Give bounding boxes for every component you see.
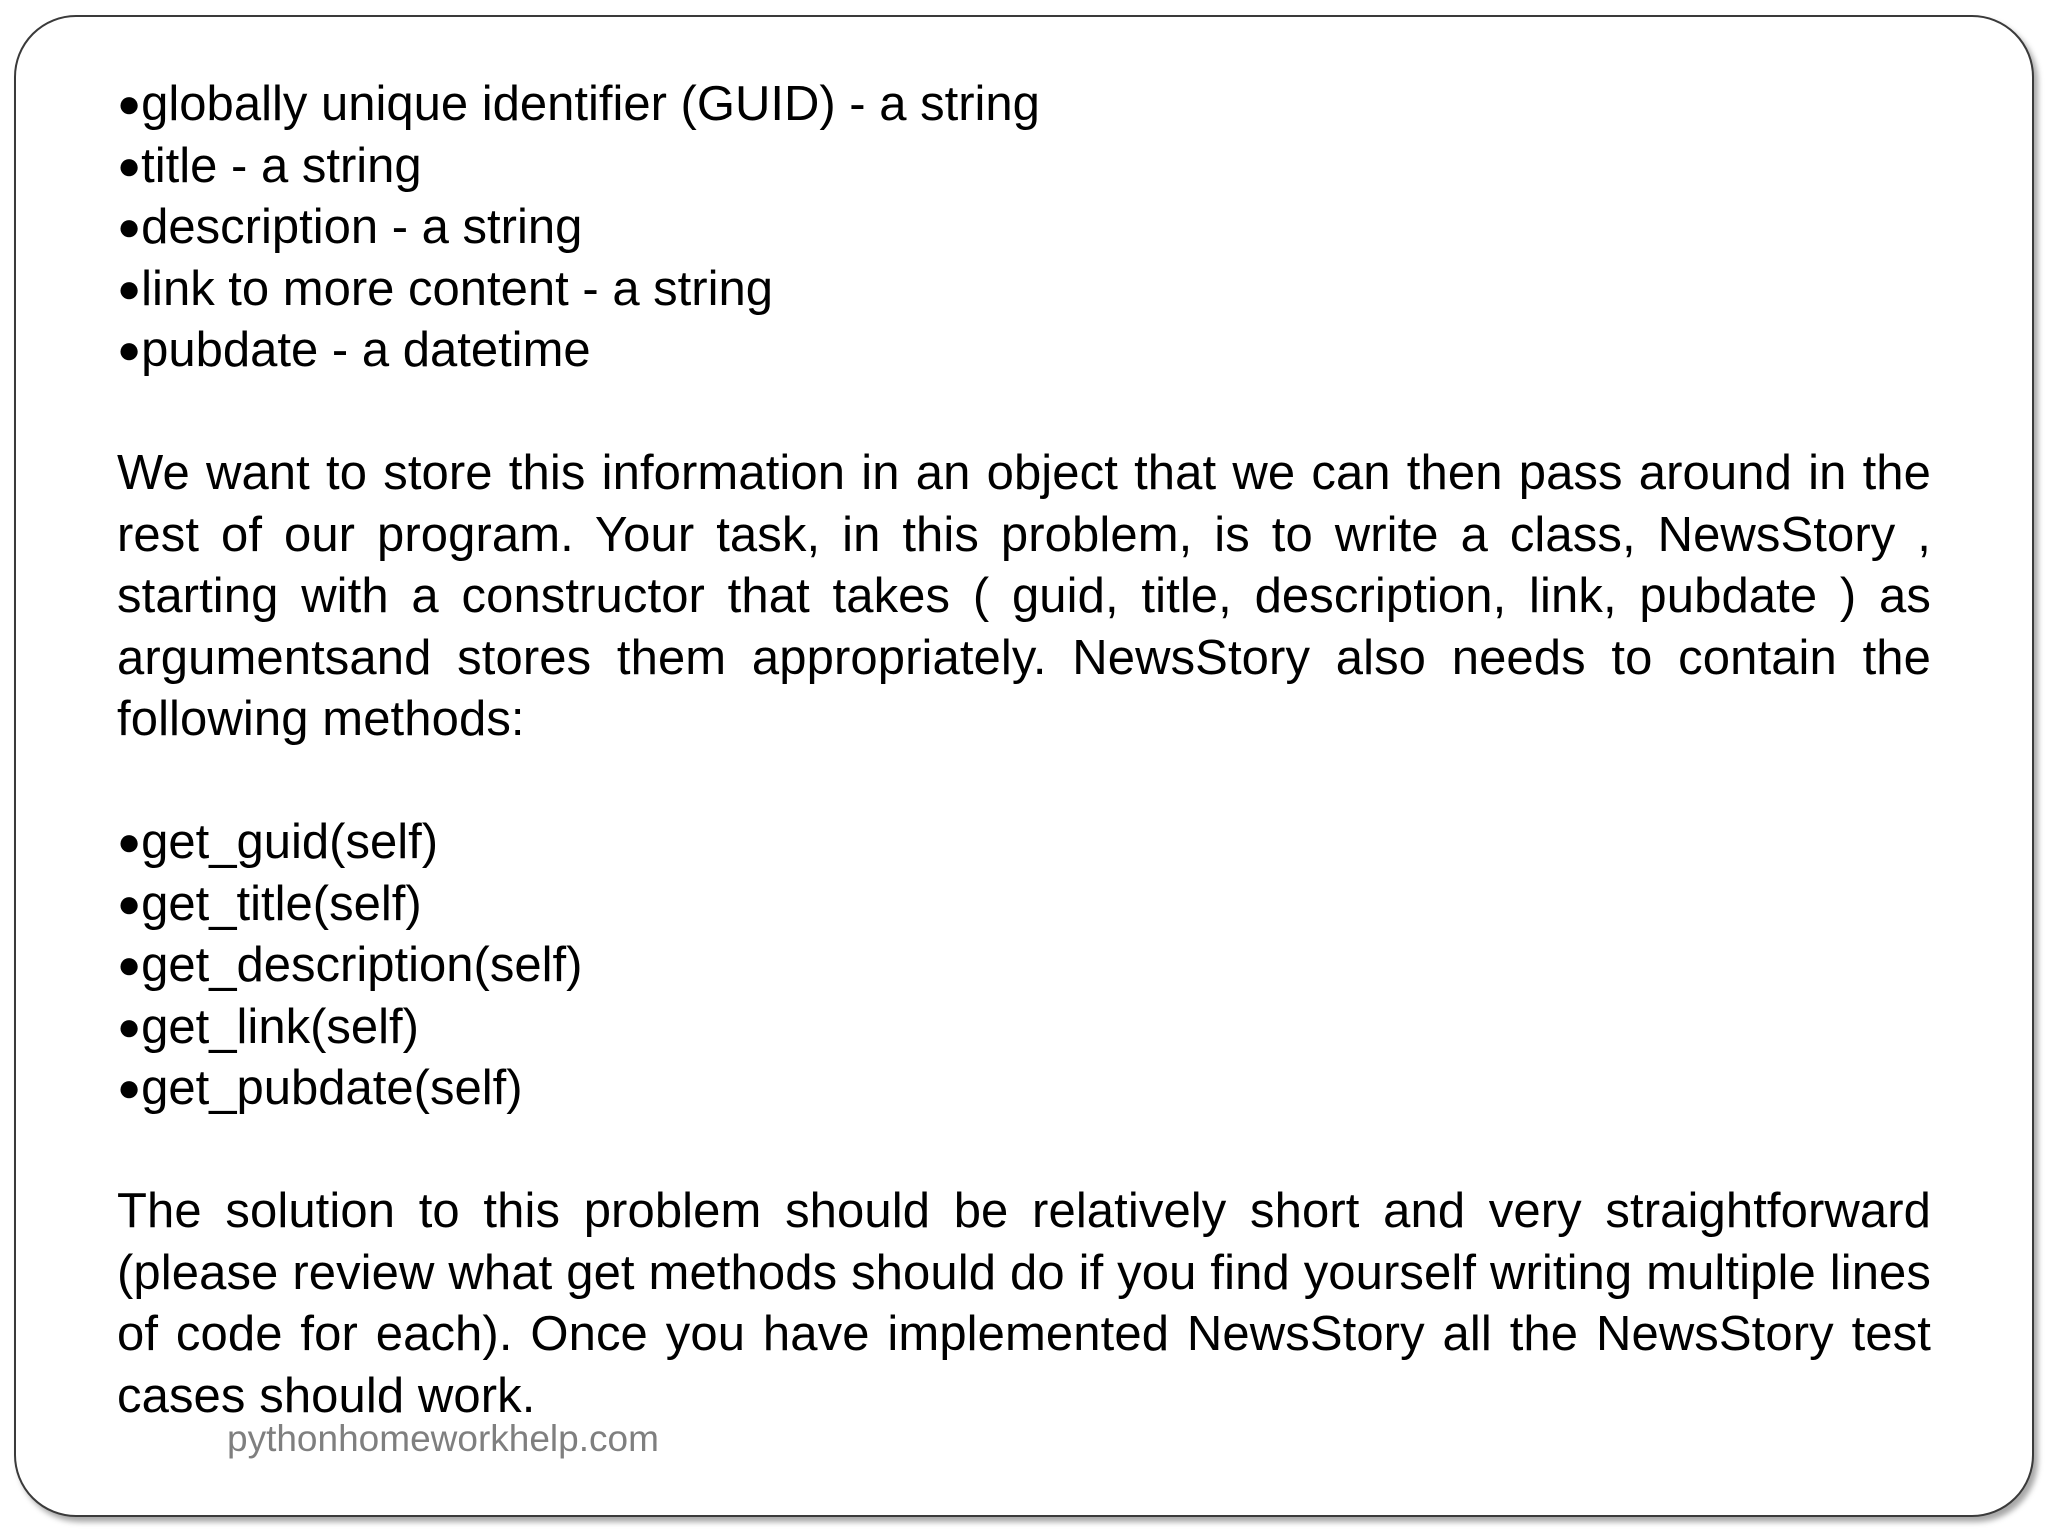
- solution-paragraph: The solution to this problem should be relatively short and very straightforward (please review what get methods should do if you find yourself writing multiple lines of code for each). Once you have implemented NewsStory all the NewsStory test cases should work.: [117, 1184, 1931, 1423]
- task-paragraph: We want to store this information in an object that we can then pass around in the rest of our program. Your task, in this problem, is to write a class, NewsStory , starting with a constructor that takes ( guid, title, description, link, pubdate ) as argumentsand stores them appropriately. NewsStory also needs to contain the following methods:: [117, 446, 1931, 746]
- method-item: [117, 935, 1931, 997]
- blank-line: [117, 382, 1931, 444]
- attribute-item: [117, 136, 1931, 198]
- blank-line: [117, 1120, 1931, 1182]
- bullet-icon: ●: [117, 82, 142, 126]
- bullet-icon: ●: [117, 881, 142, 926]
- bullet-icon: ●: [117, 328, 142, 372]
- attribute-text: pubdate - a datetime: [141, 323, 591, 377]
- footer-watermark: pythonhomeworkhelp.com: [227, 1418, 659, 1459]
- bullet-icon: ●: [117, 143, 142, 188]
- attribute-text: link to more content - a string: [141, 261, 774, 316]
- attribute-item: [117, 320, 1931, 382]
- attribute-item: [117, 74, 1931, 136]
- method-text: get_title(self): [141, 876, 422, 931]
- blank-line: [117, 751, 1931, 813]
- attribute-text: title - a string: [141, 138, 422, 193]
- method-item: [117, 997, 1931, 1059]
- bullet-icon: ●: [117, 820, 142, 864]
- attribute-item: [117, 259, 1931, 321]
- attribute-list: [117, 74, 1931, 382]
- method-item: [117, 874, 1931, 936]
- attribute-text: globally unique identifier (GUID) - a string: [141, 77, 1040, 131]
- bullet-icon: ●: [117, 1004, 142, 1049]
- slide-content: [117, 74, 1931, 1427]
- bullet-icon: ●: [117, 205, 142, 249]
- bullet-icon: ●: [117, 943, 142, 987]
- method-text: get_guid(self): [141, 815, 439, 869]
- bullet-icon: ●: [117, 1066, 142, 1110]
- method-text: get_description(self): [141, 938, 583, 992]
- method-item: [117, 1058, 1931, 1120]
- bullet-icon: ●: [117, 266, 142, 311]
- method-text: get_link(self): [141, 999, 419, 1054]
- attribute-text: description - a string: [141, 200, 583, 254]
- attribute-item: [117, 197, 1931, 259]
- method-text: get_pubdate(self): [141, 1061, 523, 1115]
- method-list: [117, 812, 1931, 1120]
- method-item: [117, 812, 1931, 874]
